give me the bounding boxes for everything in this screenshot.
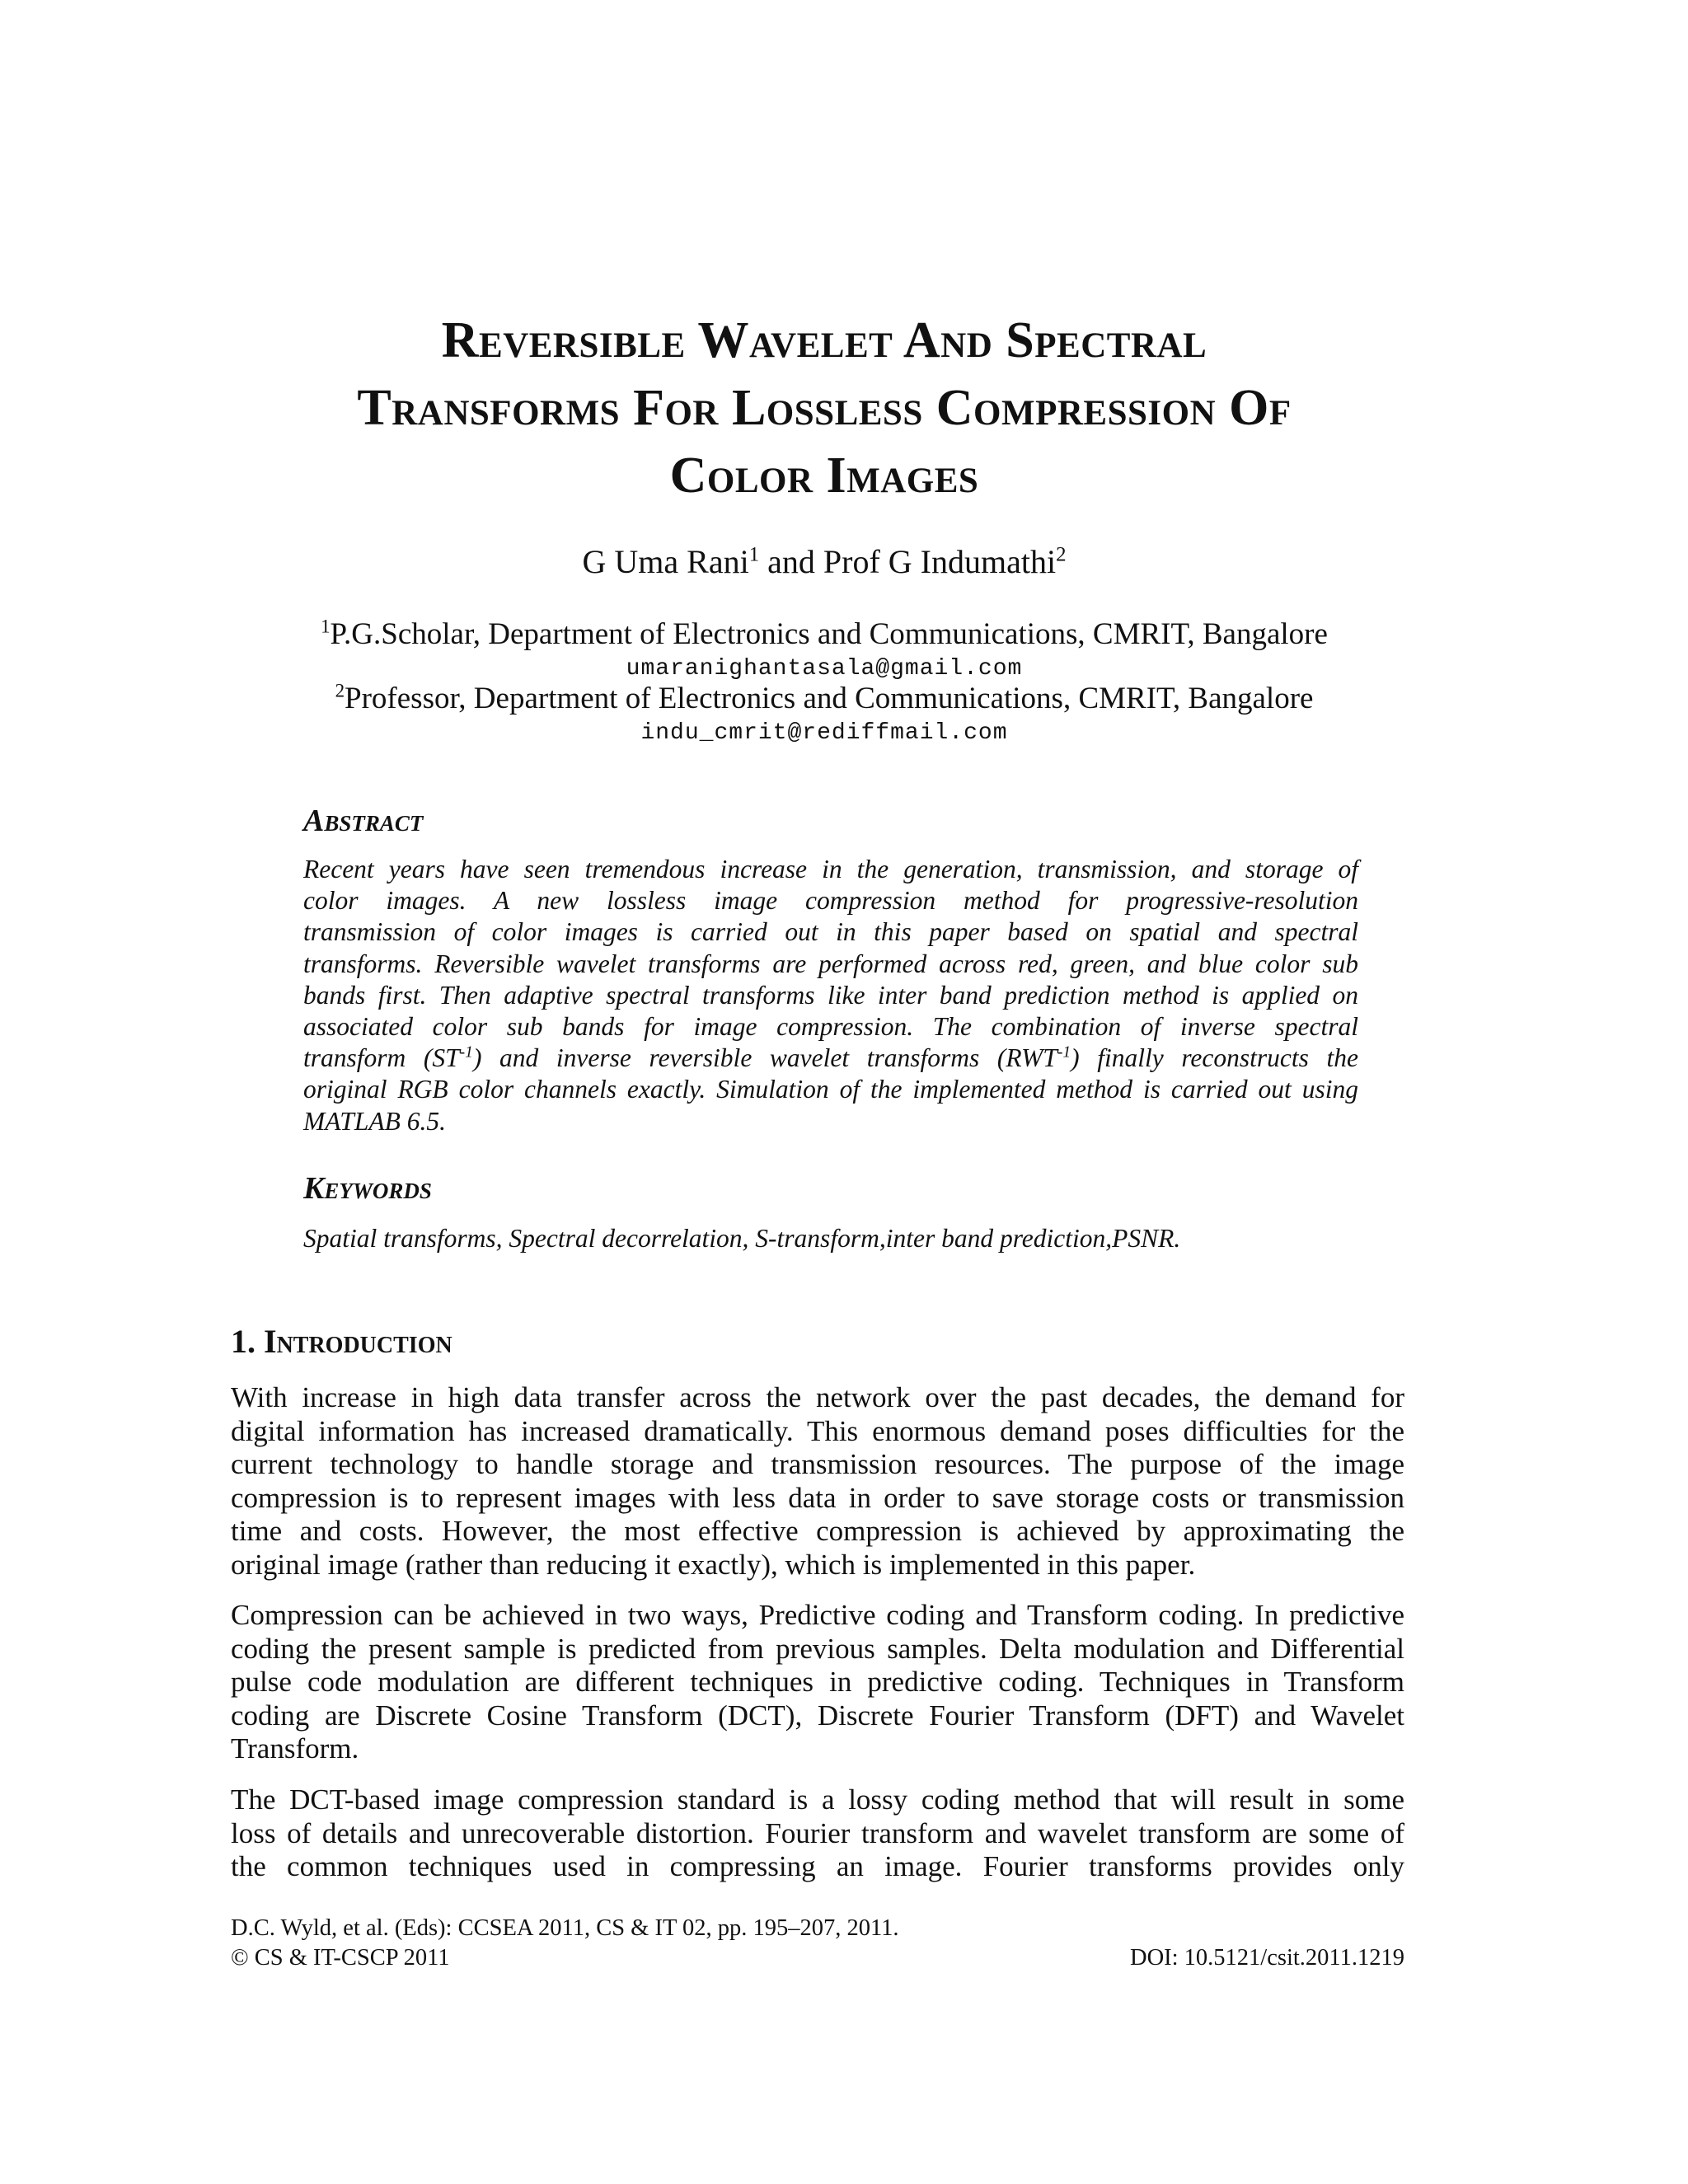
abstract-line: bands first. Then adaptive spectral transforms like inter band prediction method is applied on bbox=[303, 980, 1358, 1010]
author-connector: and bbox=[759, 543, 823, 580]
paragraph-line: digital information has increased dramatically. This enormous demand poses difficulties for the bbox=[231, 1414, 1404, 1447]
title-line: Transforms For Lossless Compression Of bbox=[357, 380, 1292, 436]
paragraph-line: loss of details and unrecoverable distortion. Fourier transform and wavelet transform are some of bbox=[231, 1816, 1404, 1849]
affiliation bbox=[214, 681, 1434, 717]
footer-row bbox=[231, 1943, 1404, 1973]
inverse-superscript: -1 bbox=[459, 1043, 473, 1062]
paragraph-line: coding the present sample is predicted from previous samples. Delta modulation and Differential bbox=[231, 1632, 1404, 1665]
abstract-fragment: transform (ST bbox=[303, 1043, 460, 1073]
paragraph-line: Compression can be achieved in two ways, Predictive coding and Transform coding. In predictive bbox=[231, 1599, 1404, 1631]
paragraph-line: current technology to handle storage and transmission resources. The purpose of the image bbox=[231, 1448, 1404, 1481]
paragraph-line: original image (rather than reducing it exactly), which is implemented in this paper. bbox=[231, 1548, 1196, 1581]
paragraph bbox=[231, 1783, 1404, 1884]
title-line: Color Images bbox=[669, 448, 979, 504]
paragraph-line: Transform. bbox=[231, 1732, 359, 1765]
paper-title bbox=[214, 307, 1434, 509]
abstract-line: transmission of color images is carried out in this paper based on spatial and spectral bbox=[303, 917, 1358, 947]
footer-row bbox=[231, 1914, 1404, 1943]
page-footer bbox=[231, 1914, 1404, 1973]
paragraph-line: compression is to represent images with less data in order to save storage costs or transmission bbox=[231, 1481, 1404, 1514]
author-name: Prof G Indumathi bbox=[823, 543, 1057, 580]
abstract-line: transforms. Reversible wavelet transforms are performed across red, green, and blue color sub bbox=[303, 949, 1358, 978]
author-superscript: 2 bbox=[1056, 543, 1067, 566]
affiliation-superscript: 1 bbox=[321, 616, 331, 637]
abstract-body bbox=[303, 854, 1358, 1137]
abstract-line: associated color sub bands for image compression. The combination of inverse spectral bbox=[303, 1012, 1358, 1042]
paragraph-line: The DCT-based image compression standard is a lossy coding method that will result in some bbox=[231, 1783, 1404, 1816]
inverse-superscript: -1 bbox=[1057, 1043, 1071, 1062]
abstract-line: color images. A new lossless image compression method for progressive-resolution bbox=[303, 886, 1358, 916]
affiliation-text: Professor, Department of Electronics and Communications, CMRIT, Bangalore bbox=[345, 682, 1314, 715]
paragraph bbox=[231, 1381, 1404, 1582]
paragraph bbox=[231, 1599, 1404, 1766]
introduction-heading: 1. Introduction bbox=[231, 1323, 452, 1360]
paragraph-line: coding are Discrete Cosine Transform (DCT), Discrete Fourier Transform (DFT) and Wavelet bbox=[231, 1699, 1404, 1732]
affiliation-superscript: 2 bbox=[335, 680, 345, 701]
footer-copyright: © CS & IT-CSCP 2011 bbox=[231, 1945, 450, 1971]
author-line bbox=[214, 541, 1434, 583]
abstract-heading: Abstract bbox=[303, 804, 424, 838]
abstract-fragment: ) finally reconstructs the bbox=[1071, 1043, 1359, 1073]
abstract-line: MATLAB 6.5. bbox=[303, 1106, 446, 1136]
author-superscript: 1 bbox=[748, 543, 760, 566]
paragraph-line: time and costs. However, the most effective compression is achieved by approximating the bbox=[231, 1515, 1404, 1548]
title-line: Reversible Wavelet And Spectral bbox=[441, 312, 1207, 368]
email-link[interactable]: umaranighantasala@gmail.com bbox=[626, 656, 1023, 682]
paragraph-line: pulse code modulation are different techniques in predictive coding. Techniques in Transform bbox=[231, 1666, 1404, 1699]
keywords-heading: Keywords bbox=[303, 1171, 432, 1206]
abstract-line: original RGB color channels exactly. Simulation of the implemented method is carried out using bbox=[303, 1075, 1358, 1104]
email-link[interactable]: indu_cmrit@rediffmail.com bbox=[640, 720, 1008, 746]
abstract-line bbox=[303, 1043, 1358, 1074]
abstract-line: Recent years have seen tremendous increase in the generation, transmission, and storage of bbox=[303, 855, 1358, 883]
paragraph-line: With increase in high data transfer across the network over the past decades, the demand for bbox=[231, 1381, 1404, 1413]
footer-doi[interactable]: DOI: 10.5121/csit.2011.1219 bbox=[1129, 1945, 1404, 1971]
abstract-fragment: ) and inverse reversible wavelet transforms (RWT bbox=[472, 1043, 1057, 1073]
author-name: G Uma Rani bbox=[582, 543, 749, 580]
affiliation bbox=[214, 616, 1434, 653]
keywords-text: Spatial transforms, Spectral decorrelation, S-transform,inter band prediction,PSNR. bbox=[303, 1224, 1181, 1253]
affiliation-text: P.G.Scholar, Department of Electronics and Communications, CMRIT, Bangalore bbox=[330, 617, 1328, 651]
footer-citation: D.C. Wyld, et al. (Eds): CCSEA 2011, CS & IT 02, pp. 195–207, 2011. bbox=[231, 1915, 899, 1941]
paragraph-line: the common techniques used in compressing an image. Fourier transforms provides only bbox=[231, 1850, 1404, 1883]
